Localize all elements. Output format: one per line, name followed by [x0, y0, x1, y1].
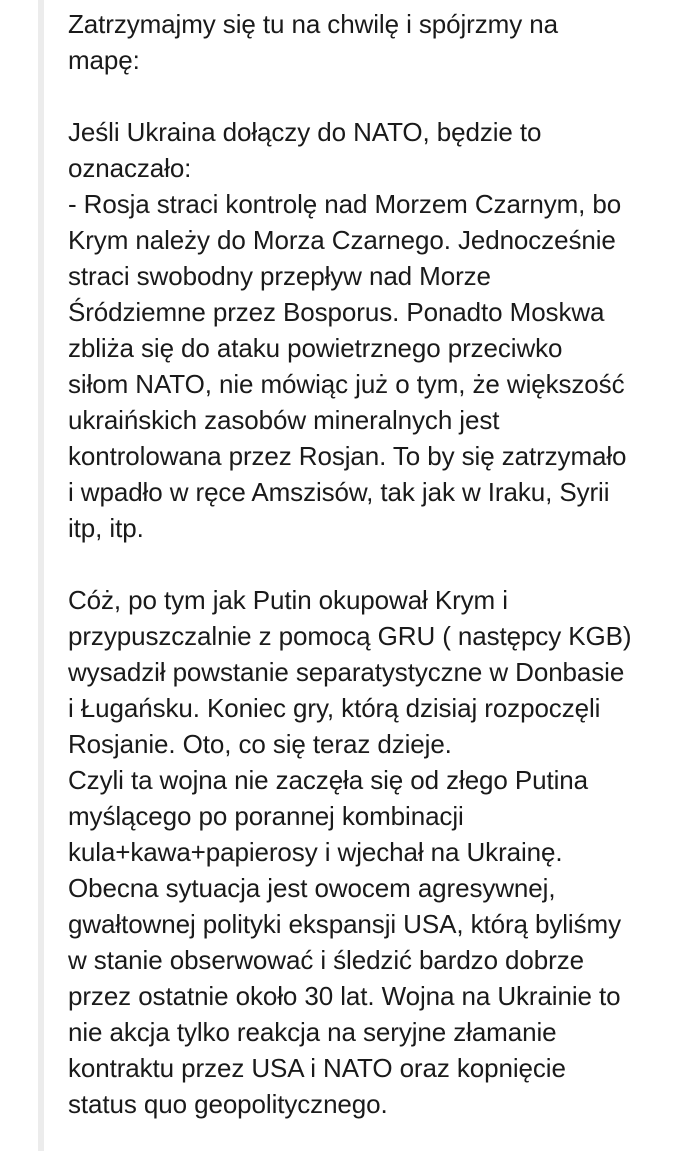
post-paragraph: Zatrzymajmy się tu na chwilę i spójrzmy na mapę:	[68, 9, 558, 75]
thread-line	[38, 0, 44, 1151]
post-body	[68, 6, 696, 1122]
thread-rail	[0, 0, 40, 1151]
post-paragraph: Cóż, po tym jak Putin okupował Krym i przypuszczalnie z pomocą GRU ( następcy KGB) wysadził powstanie separatystyczne w Donbasie i Ługańsku. Koniec gry, którą dzisiaj rozpoczęli Rosjanie. Oto, co się teraz dzieje. Czyli ta wojna nie zaczęła się od złego Putina myślącego po porannej kombinacji kula+kawa+papierosy i wjechał na Ukrainę. Obecna sytuacja jest owocem agresywnej, gwałtownej polityki ekspansji USA, którą byliśmy w stanie obserwować i śledzić bardzo dobrze przez ostatnie około 30 lat. Wojna na Ukrainie to nie akcja tylko reakcja na seryjne złamanie kontraktu przez USA i NATO oraz kopnięcie status quo geopolitycznego.	[68, 585, 632, 1119]
post-paragraph: Jeśli Ukraina dołączy do NATO, będzie to oznaczało: - Rosja straci kontrolę nad Morzem Czarnym, bo Krym należy do Morza Czarnego. Jednocześnie straci swobodny przepływ nad Morze Śródziemne przez Bosporus. Ponadto Moskwa zbliża się do ataku powietrznego przeciwko siłom NATO, nie mówiąc już o tym, że większość ukraińskich zasobów mineralnych jest kontrolowana przez Rosjan. To by się zatrzymało i wpadło w ręce Amszisów, tak jak w Iraku, Syrii itp, itp.	[68, 117, 627, 543]
